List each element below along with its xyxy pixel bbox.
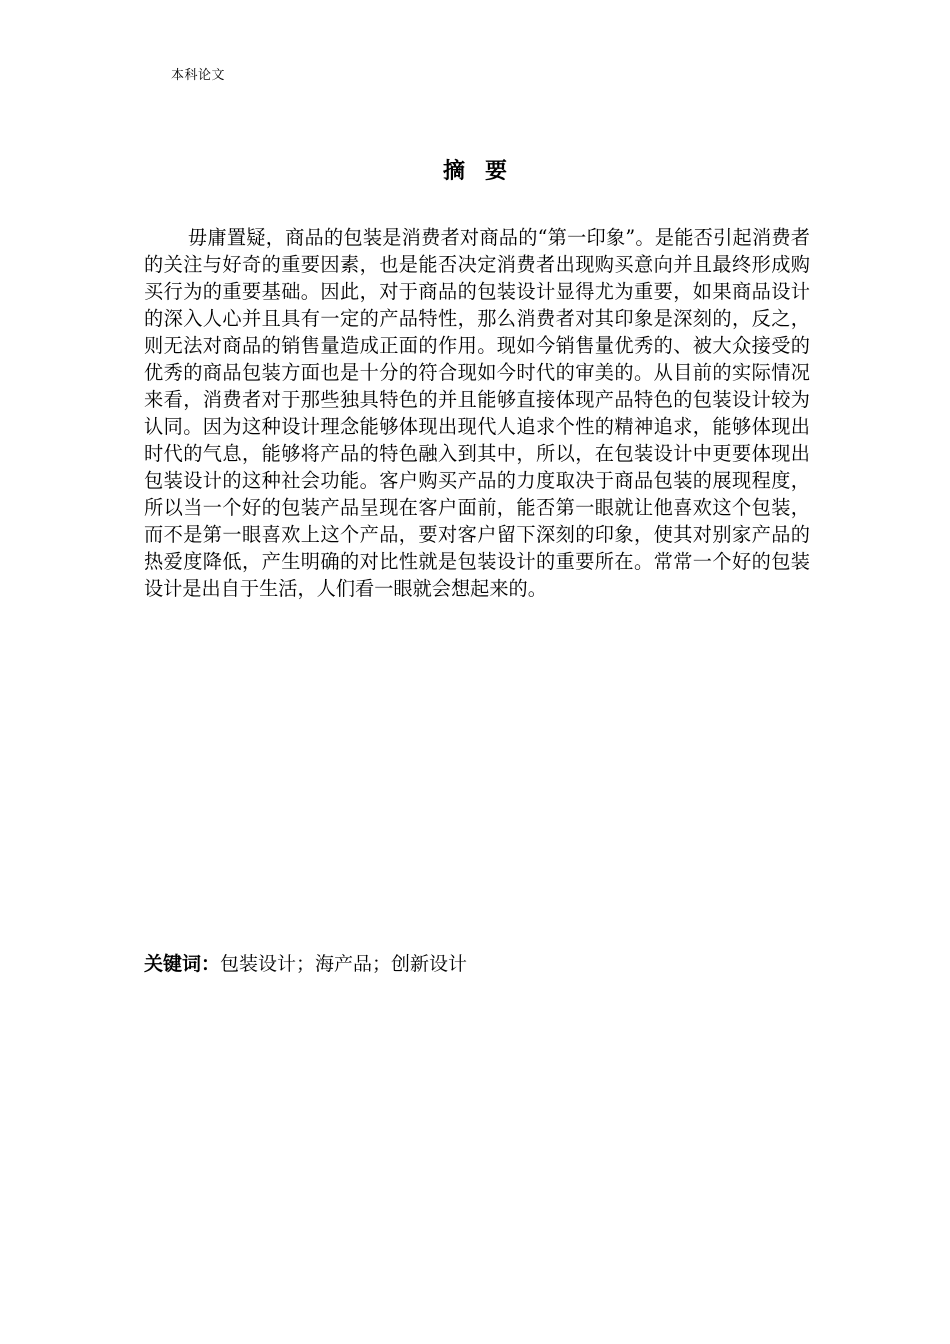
running-header: 本科论文 [171,68,226,83]
keywords-value: 包装设计；海产品；创新设计 [220,953,468,975]
abstract-title: 摘要 [442,159,527,184]
keywords-label: 关键词： [144,953,221,975]
abstract-body: 毋庸置疑，商品的包装是消费者对商品的“第一印象”。是能否引起消费者的关注与好奇的重要因素，也是能否决定消费者出现购买意向并且最终形成购买行为的重要基础。因此，对于商品的包装设计显得尤为重要，如果商品设计的深入人心并且具有一定的产品特性，那么消费者对其印象是深刻的，反之，则无法对商品的销售量造成正面的作用。现如今销售量优秀的、被大众接受的优秀的商品包装方面也是十分的符合现如今时代的审美的。从目前的实际情况来看，消费者对于那些独具特色的并且能够直接体现产品特色的包装设计较为认同。因为这种设计理念能够体现出现代人追求个性的精神追求，能够体现出时代的气息，能够将产品的特色融入到其中，所以，在包装设计中更要体现出包装设计的这种社会功能。客户购买产品的力度取决于商品包装的展现程度，所以当一个好的包装产品呈现在客户面前，能否第一眼就让他喜欢这个包装，而不是第一眼喜欢上这个产品，要对客户留下深刻的印象，使其对别家产品的热爱度降低，产生明确的对比性就是包装设计的重要所在。常常一个好的包装设计是出自于生活，人们看一眼就会想起来的。 [144,226,810,600]
keywords-line [144,950,467,978]
